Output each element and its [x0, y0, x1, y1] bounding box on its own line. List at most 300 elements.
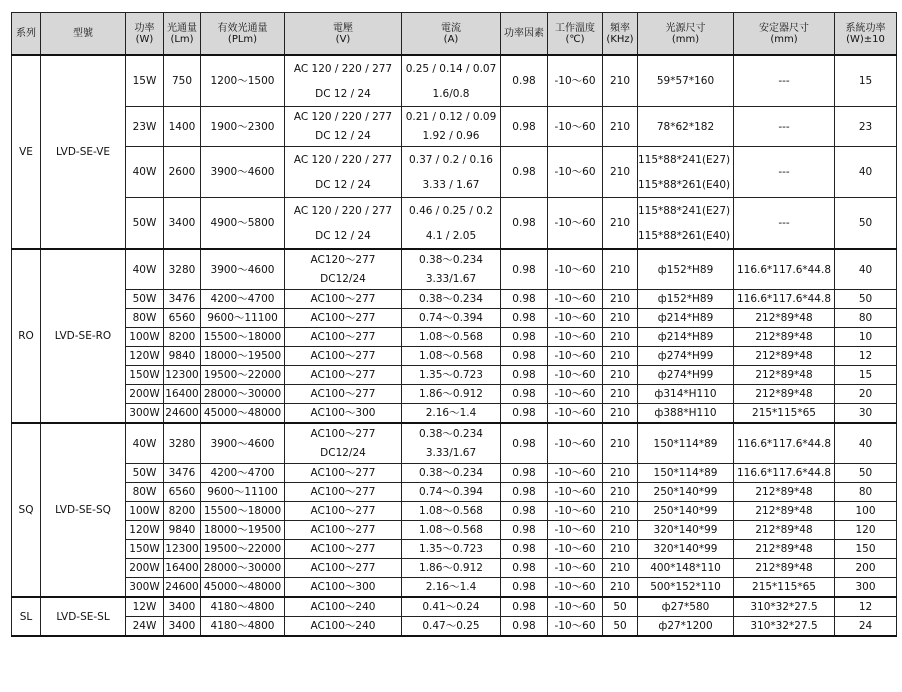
- voltage-cell-line: DC12/24: [320, 273, 366, 286]
- lumen-cell: 3400: [164, 597, 201, 617]
- voltage-cell: AC100～277: [285, 328, 402, 347]
- voltage-cell: AC100～240: [285, 617, 402, 637]
- current-cell-line: 0.46 / 0.25 / 0.2: [409, 204, 493, 217]
- power-factor-cell: 0.98: [501, 385, 548, 404]
- header-lamp-size: 光源尺寸 (mm): [638, 13, 734, 56]
- current-cell: 1.35～0.723: [402, 540, 501, 559]
- lamp-size-cell: ф214*H89: [638, 328, 734, 347]
- frequency-cell: 50: [603, 597, 638, 617]
- power-cell: 50W: [126, 464, 164, 483]
- power-factor-cell: 0.98: [501, 464, 548, 483]
- effective-lumen-cell: 3900～4600: [201, 423, 285, 464]
- frequency-cell: 210: [603, 521, 638, 540]
- effective-lumen-cell: 19500～22000: [201, 366, 285, 385]
- system-power-cell: 50: [835, 290, 897, 309]
- temperature-cell: -10～60: [548, 309, 603, 328]
- frequency-cell: 210: [603, 147, 638, 198]
- voltage-cell-line: AC 120 / 220 / 277: [293, 62, 393, 75]
- table-row: [12, 502, 897, 521]
- temperature-cell: -10～60: [548, 483, 603, 502]
- temperature-cell: -10～60: [548, 147, 603, 198]
- power-cell: 300W: [126, 404, 164, 424]
- temperature-cell: -10～60: [548, 617, 603, 637]
- frequency-cell: 210: [603, 366, 638, 385]
- current-cell: 1.08～0.568: [402, 347, 501, 366]
- lamp-size-cell: ф214*H89: [638, 309, 734, 328]
- lamp-size-cell: [638, 147, 734, 198]
- power-factor-cell: 0.98: [501, 328, 548, 347]
- effective-lumen-cell: 15500～18000: [201, 502, 285, 521]
- frequency-cell: 210: [603, 107, 638, 147]
- effective-lumen-cell: 4200～4700: [201, 464, 285, 483]
- frequency-cell: 210: [603, 423, 638, 464]
- power-cell: 15W: [126, 55, 164, 107]
- frequency-cell: 210: [603, 309, 638, 328]
- temperature-cell: -10～60: [548, 464, 603, 483]
- effective-lumen-cell: 18000～19500: [201, 521, 285, 540]
- power-factor-cell: 0.98: [501, 107, 548, 147]
- power-factor-cell: 0.98: [501, 309, 548, 328]
- header-series: 系列: [12, 13, 41, 56]
- lamp-size-cell: ф388*H110: [638, 404, 734, 424]
- system-power-cell: 40: [835, 423, 897, 464]
- power-cell: 200W: [126, 385, 164, 404]
- lumen-cell: 6560: [164, 309, 201, 328]
- series-cell: SL: [12, 597, 41, 636]
- current-cell-line: 3.33/1.67: [425, 447, 477, 460]
- temperature-cell: -10～60: [548, 107, 603, 147]
- lumen-cell: 3280: [164, 423, 201, 464]
- ballast-size-cell: ---: [734, 198, 835, 250]
- lamp-size-cell: 320*140*99: [638, 521, 734, 540]
- table-row: [12, 366, 897, 385]
- current-cell-line: 3.33/1.67: [425, 273, 477, 286]
- ballast-size-cell: 212*89*48: [734, 309, 835, 328]
- table-row: [12, 55, 897, 107]
- lamp-size-cell: ф152*H89: [638, 290, 734, 309]
- power-factor-cell: 0.98: [501, 366, 548, 385]
- header-model: 型號: [41, 13, 126, 56]
- table-row: [12, 347, 897, 366]
- series-cell: RO: [12, 249, 41, 423]
- system-power-cell: 10: [835, 328, 897, 347]
- power-cell: 80W: [126, 309, 164, 328]
- ballast-size-cell: ---: [734, 55, 835, 107]
- effective-lumen-cell: 4200～4700: [201, 290, 285, 309]
- temperature-cell: -10～60: [548, 290, 603, 309]
- header-row: [12, 13, 897, 56]
- table-row: [12, 198, 897, 250]
- power-cell: 80W: [126, 483, 164, 502]
- voltage-cell: [285, 198, 402, 250]
- lamp-size-cell: 59*57*160: [638, 55, 734, 107]
- current-cell: 1.08～0.568: [402, 328, 501, 347]
- ballast-size-cell: 116.6*117.6*44.8: [734, 464, 835, 483]
- power-cell: 40W: [126, 423, 164, 464]
- ballast-size-cell: 212*89*48: [734, 385, 835, 404]
- power-cell: 40W: [126, 147, 164, 198]
- effective-lumen-cell: 45000～48000: [201, 578, 285, 598]
- lumen-cell: 3476: [164, 464, 201, 483]
- power-cell: 50W: [126, 198, 164, 250]
- current-cell: 0.74～0.394: [402, 309, 501, 328]
- ballast-size-cell: 116.6*117.6*44.8: [734, 249, 835, 290]
- voltage-cell: [285, 249, 402, 290]
- voltage-cell: AC100～277: [285, 559, 402, 578]
- lumen-cell: 24600: [164, 578, 201, 598]
- effective-lumen-cell: 19500～22000: [201, 540, 285, 559]
- header-frequency: 頻率 (KHz): [603, 13, 638, 56]
- power-factor-cell: 0.98: [501, 55, 548, 107]
- table-header: [12, 13, 897, 56]
- frequency-cell: 210: [603, 347, 638, 366]
- lamp-size-cell: [638, 198, 734, 250]
- header-current: 電流 (A): [402, 13, 501, 56]
- frequency-cell: 50: [603, 617, 638, 637]
- current-cell-line: 0.21 / 0.12 / 0.09: [405, 110, 497, 123]
- frequency-cell: 210: [603, 464, 638, 483]
- lamp-size-cell: 500*152*110: [638, 578, 734, 598]
- lamp-size-cell: 150*114*89: [638, 464, 734, 483]
- lamp-size-cell-line: 115*88*261(E40): [638, 229, 731, 242]
- lamp-size-cell-line: 115*88*241(E27): [638, 204, 731, 217]
- current-cell: 0.41～0.24: [402, 597, 501, 617]
- current-cell-line: 1.6/0.8: [432, 87, 470, 100]
- ballast-size-cell: 212*89*48: [734, 347, 835, 366]
- system-power-cell: 50: [835, 464, 897, 483]
- power-factor-cell: 0.98: [501, 617, 548, 637]
- ballast-size-cell: 212*89*48: [734, 521, 835, 540]
- current-cell: [402, 423, 501, 464]
- power-factor-cell: 0.98: [501, 540, 548, 559]
- system-power-cell: 300: [835, 578, 897, 598]
- table-row: [12, 385, 897, 404]
- current-cell-line: 3.33 / 1.67: [422, 178, 480, 191]
- frequency-cell: 210: [603, 404, 638, 424]
- current-cell: 1.86～0.912: [402, 385, 501, 404]
- effective-lumen-cell: 9600～11100: [201, 483, 285, 502]
- system-power-cell: 120: [835, 521, 897, 540]
- voltage-cell: [285, 55, 402, 107]
- lumen-cell: 750: [164, 55, 201, 107]
- effective-lumen-cell: 1900～2300: [201, 107, 285, 147]
- voltage-cell-line: AC 120 / 220 / 277: [293, 153, 393, 166]
- lumen-cell: 16400: [164, 559, 201, 578]
- frequency-cell: 210: [603, 559, 638, 578]
- frequency-cell: 210: [603, 578, 638, 598]
- ballast-size-cell: 212*89*48: [734, 559, 835, 578]
- effective-lumen-cell: 18000～19500: [201, 347, 285, 366]
- model-cell: LVD-SE-RO: [41, 249, 126, 423]
- frequency-cell: 210: [603, 198, 638, 250]
- power-factor-cell: 0.98: [501, 597, 548, 617]
- current-cell-line: 0.25 / 0.14 / 0.07: [405, 62, 497, 75]
- power-factor-cell: 0.98: [501, 147, 548, 198]
- current-cell: 1.08～0.568: [402, 502, 501, 521]
- temperature-cell: -10～60: [548, 385, 603, 404]
- voltage-cell: AC100～277: [285, 464, 402, 483]
- temperature-cell: -10～60: [548, 249, 603, 290]
- temperature-cell: -10～60: [548, 198, 603, 250]
- voltage-cell-line: DC 12 / 24: [315, 178, 371, 191]
- voltage-cell-line: DC 12 / 24: [315, 229, 371, 242]
- current-cell: [402, 198, 501, 250]
- ballast-size-cell: 212*89*48: [734, 502, 835, 521]
- power-cell: 24W: [126, 617, 164, 637]
- lamp-size-cell-line: 115*88*241(E27): [638, 153, 731, 166]
- lamp-size-cell: ф27*580: [638, 597, 734, 617]
- header-power-factor: 功率因素: [501, 13, 548, 56]
- system-power-cell: 24: [835, 617, 897, 637]
- temperature-cell: -10～60: [548, 423, 603, 464]
- series-cell: VE: [12, 55, 41, 249]
- lumen-cell: 3280: [164, 249, 201, 290]
- system-power-cell: 80: [835, 309, 897, 328]
- table-row: [12, 309, 897, 328]
- power-cell: 40W: [126, 249, 164, 290]
- power-cell: 50W: [126, 290, 164, 309]
- system-power-cell: 15: [835, 366, 897, 385]
- voltage-cell: AC100～277: [285, 502, 402, 521]
- current-cell: 1.86～0.912: [402, 559, 501, 578]
- system-power-cell: 150: [835, 540, 897, 559]
- power-factor-cell: 0.98: [501, 347, 548, 366]
- voltage-cell: AC100～277: [285, 366, 402, 385]
- current-cell: 1.35～0.723: [402, 366, 501, 385]
- effective-lumen-cell: 3900～4600: [201, 249, 285, 290]
- lamp-size-cell: 150*114*89: [638, 423, 734, 464]
- effective-lumen-cell: 3900～4600: [201, 147, 285, 198]
- voltage-cell: AC100～277: [285, 347, 402, 366]
- table-row: [12, 597, 897, 617]
- ballast-size-cell: 310*32*27.5: [734, 617, 835, 637]
- temperature-cell: -10～60: [548, 55, 603, 107]
- effective-lumen-cell: 4900～5800: [201, 198, 285, 250]
- lumen-cell: 16400: [164, 385, 201, 404]
- ballast-size-cell: 212*89*48: [734, 483, 835, 502]
- current-cell-line: 0.37 / 0.2 / 0.16: [409, 153, 493, 166]
- temperature-cell: -10～60: [548, 328, 603, 347]
- temperature-cell: -10～60: [548, 502, 603, 521]
- frequency-cell: 210: [603, 540, 638, 559]
- ballast-size-cell: 212*89*48: [734, 540, 835, 559]
- power-cell: 300W: [126, 578, 164, 598]
- frequency-cell: 210: [603, 55, 638, 107]
- lamp-size-cell: 78*62*182: [638, 107, 734, 147]
- lamp-size-cell-line: 115*88*261(E40): [638, 178, 731, 191]
- table-body: [12, 55, 897, 636]
- lamp-size-cell: ф274*H99: [638, 347, 734, 366]
- voltage-cell: [285, 423, 402, 464]
- power-factor-cell: 0.98: [501, 578, 548, 598]
- current-cell: [402, 55, 501, 107]
- system-power-cell: 15: [835, 55, 897, 107]
- lumen-cell: 3400: [164, 198, 201, 250]
- lumen-cell: 9840: [164, 521, 201, 540]
- effective-lumen-cell: 28000～30000: [201, 559, 285, 578]
- frequency-cell: 210: [603, 502, 638, 521]
- model-cell: LVD-SE-SQ: [41, 423, 126, 597]
- current-cell: 0.38～0.234: [402, 464, 501, 483]
- voltage-cell: AC100～240: [285, 597, 402, 617]
- voltage-cell-line: DC12/24: [320, 447, 366, 460]
- table-row: [12, 249, 897, 290]
- table-row: [12, 617, 897, 637]
- effective-lumen-cell: 9600～11100: [201, 309, 285, 328]
- system-power-cell: 80: [835, 483, 897, 502]
- current-cell: [402, 107, 501, 147]
- spec-table: [11, 12, 897, 637]
- ballast-size-cell: 116.6*117.6*44.8: [734, 423, 835, 464]
- frequency-cell: 210: [603, 328, 638, 347]
- table-row: [12, 290, 897, 309]
- lumen-cell: 3476: [164, 290, 201, 309]
- power-factor-cell: 0.98: [501, 198, 548, 250]
- system-power-cell: 12: [835, 347, 897, 366]
- power-factor-cell: 0.98: [501, 502, 548, 521]
- table-row: [12, 521, 897, 540]
- lamp-size-cell: 400*148*110: [638, 559, 734, 578]
- lamp-size-cell: 250*140*99: [638, 483, 734, 502]
- voltage-cell-line: AC120～277: [310, 253, 376, 266]
- temperature-cell: -10～60: [548, 347, 603, 366]
- current-cell: 2.16～1.4: [402, 578, 501, 598]
- voltage-cell: AC100～277: [285, 290, 402, 309]
- current-cell: 0.74～0.394: [402, 483, 501, 502]
- system-power-cell: 23: [835, 107, 897, 147]
- lamp-size-cell: 250*140*99: [638, 502, 734, 521]
- table-row: [12, 540, 897, 559]
- power-cell: 12W: [126, 597, 164, 617]
- ballast-size-cell: 212*89*48: [734, 366, 835, 385]
- header-operating-temp: 工作溫度 (℃): [548, 13, 603, 56]
- voltage-cell: AC100～277: [285, 521, 402, 540]
- system-power-cell: 200: [835, 559, 897, 578]
- voltage-cell: AC100～277: [285, 309, 402, 328]
- frequency-cell: 210: [603, 290, 638, 309]
- power-factor-cell: 0.98: [501, 404, 548, 424]
- temperature-cell: -10～60: [548, 521, 603, 540]
- current-cell-line: 0.38～0.234: [419, 253, 483, 266]
- effective-lumen-cell: 4180～4800: [201, 617, 285, 637]
- lamp-size-cell: ф152*H89: [638, 249, 734, 290]
- current-cell: 1.08～0.568: [402, 521, 501, 540]
- table-row: [12, 328, 897, 347]
- current-cell: [402, 249, 501, 290]
- series-cell: SQ: [12, 423, 41, 597]
- table-row: [12, 578, 897, 598]
- table-row: [12, 423, 897, 464]
- system-power-cell: 12: [835, 597, 897, 617]
- temperature-cell: -10～60: [548, 540, 603, 559]
- effective-lumen-cell: 45000～48000: [201, 404, 285, 424]
- system-power-cell: 50: [835, 198, 897, 250]
- lamp-size-cell: ф27*1200: [638, 617, 734, 637]
- lumen-cell: 12300: [164, 366, 201, 385]
- lumen-cell: 6560: [164, 483, 201, 502]
- power-cell: 100W: [126, 502, 164, 521]
- temperature-cell: -10～60: [548, 578, 603, 598]
- lumen-cell: 12300: [164, 540, 201, 559]
- lumen-cell: 9840: [164, 347, 201, 366]
- frequency-cell: 210: [603, 385, 638, 404]
- header-system-power: 系統功率 (W)±10: [835, 13, 897, 56]
- power-cell: 200W: [126, 559, 164, 578]
- ballast-size-cell: ---: [734, 147, 835, 198]
- power-cell: 120W: [126, 521, 164, 540]
- voltage-cell: AC100～277: [285, 540, 402, 559]
- ballast-size-cell: 212*89*48: [734, 328, 835, 347]
- ballast-size-cell: 215*115*65: [734, 404, 835, 424]
- temperature-cell: -10～60: [548, 597, 603, 617]
- power-factor-cell: 0.98: [501, 249, 548, 290]
- ballast-size-cell: 116.6*117.6*44.8: [734, 290, 835, 309]
- lumen-cell: 1400: [164, 107, 201, 147]
- current-cell: 0.47～0.25: [402, 617, 501, 637]
- system-power-cell: 40: [835, 249, 897, 290]
- current-cell-line: 1.92 / 0.96: [422, 130, 480, 143]
- lumen-cell: 8200: [164, 502, 201, 521]
- table-row: [12, 464, 897, 483]
- lamp-size-cell: ф274*H99: [638, 366, 734, 385]
- lumen-cell: 3400: [164, 617, 201, 637]
- power-factor-cell: 0.98: [501, 521, 548, 540]
- voltage-cell-line: DC 12 / 24: [315, 130, 371, 143]
- voltage-cell: [285, 107, 402, 147]
- current-cell-line: 0.38～0.234: [419, 427, 483, 440]
- table-row: [12, 107, 897, 147]
- lumen-cell: 2600: [164, 147, 201, 198]
- system-power-cell: 100: [835, 502, 897, 521]
- frequency-cell: 210: [603, 249, 638, 290]
- table-row: [12, 147, 897, 198]
- voltage-cell-line: AC 120 / 220 / 277: [293, 204, 393, 217]
- lumen-cell: 8200: [164, 328, 201, 347]
- system-power-cell: 30: [835, 404, 897, 424]
- voltage-cell: AC100～300: [285, 404, 402, 424]
- power-factor-cell: 0.98: [501, 423, 548, 464]
- lamp-size-cell: 320*140*99: [638, 540, 734, 559]
- voltage-cell: AC100～277: [285, 385, 402, 404]
- header-voltage: 電壓 (V): [285, 13, 402, 56]
- power-cell: 23W: [126, 107, 164, 147]
- model-cell: LVD-SE-SL: [41, 597, 126, 636]
- lamp-size-cell: ф314*H110: [638, 385, 734, 404]
- table-row: [12, 559, 897, 578]
- power-factor-cell: 0.98: [501, 290, 548, 309]
- voltage-cell-line: AC100～277: [310, 427, 376, 440]
- table-row: [12, 404, 897, 424]
- current-cell-line: 4.1 / 2.05: [425, 229, 477, 242]
- header-ballast-size: 安定器尺寸 (mm): [734, 13, 835, 56]
- power-cell: 120W: [126, 347, 164, 366]
- ballast-size-cell: 310*32*27.5: [734, 597, 835, 617]
- voltage-cell: AC100～277: [285, 483, 402, 502]
- header-luminous-flux: 光通量 (Lm): [164, 13, 201, 56]
- power-factor-cell: 0.98: [501, 559, 548, 578]
- current-cell: 0.38～0.234: [402, 290, 501, 309]
- voltage-cell: [285, 147, 402, 198]
- voltage-cell-line: DC 12 / 24: [315, 87, 371, 100]
- effective-lumen-cell: 4180～4800: [201, 597, 285, 617]
- effective-lumen-cell: 15500～18000: [201, 328, 285, 347]
- system-power-cell: 40: [835, 147, 897, 198]
- header-effective-flux: 有效光通量 (PLm): [201, 13, 285, 56]
- system-power-cell: 20: [835, 385, 897, 404]
- power-cell: 100W: [126, 328, 164, 347]
- temperature-cell: -10～60: [548, 404, 603, 424]
- effective-lumen-cell: 28000～30000: [201, 385, 285, 404]
